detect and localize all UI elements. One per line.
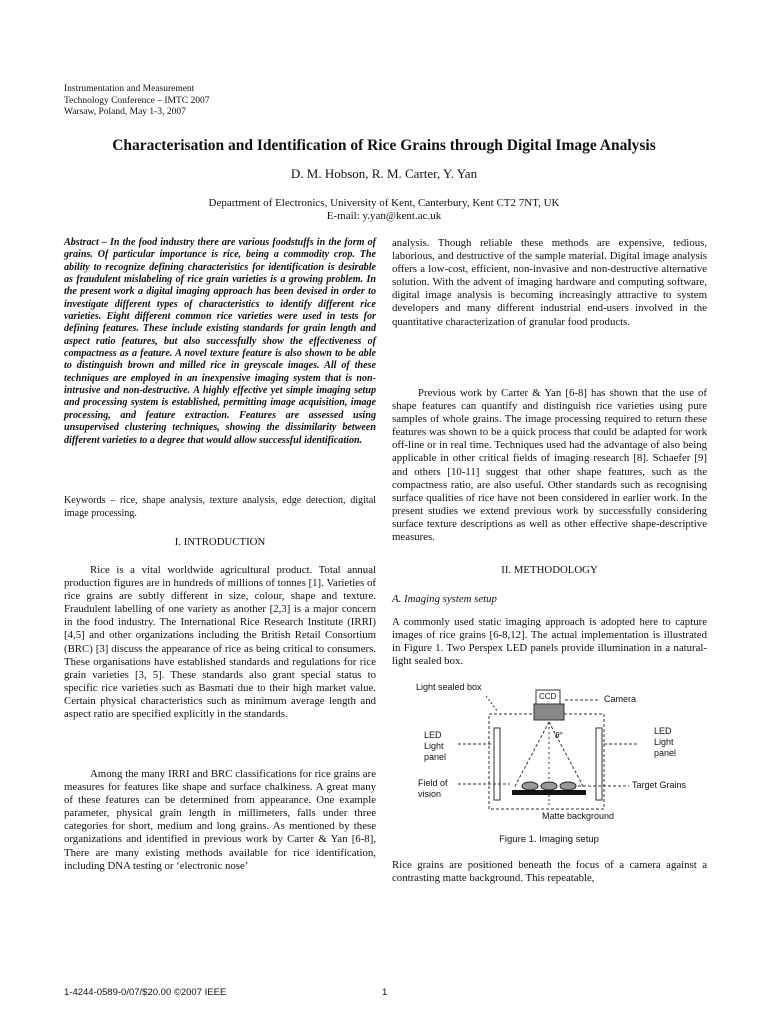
section-heading-methodology: II. METHODOLOGY — [501, 564, 598, 576]
right-paragraph-2 — [392, 387, 707, 544]
affiliation-address: Department of Electronics, University of Kent, Canterbury, Kent CT2 7NT, UK — [208, 197, 560, 209]
section-heading-introduction: I. INTRODUCTION — [174, 536, 266, 548]
page-number: 1 — [382, 987, 388, 998]
label-led-left-3: panel — [424, 752, 447, 762]
label-led-left-1: LED — [424, 730, 442, 740]
matte-background — [512, 790, 586, 795]
led-panel-right — [596, 728, 602, 800]
label-camera: Camera — [604, 694, 637, 704]
label-ccd: CCD — [539, 692, 557, 701]
right-paragraph-1: analysis. Though reliable these methods are expensive, tedious, laborious, and destructive of the sample material. Digital image analysis offers a low-cost, efficient, non-invasive and non-destructive alternative solution. With the advent of imaging hardware and computing software, digital image analysis is becoming increasingly attractive to system developers and many different industrial end-users involved in the quantitative characterization of granular food products. — [392, 237, 707, 328]
intro-paragraph-2 — [64, 768, 376, 873]
paper-title: Characterisation and Identification of Rice Grains through Digital Image Analysis — [112, 137, 656, 154]
label-led-left-2: Light — [424, 741, 444, 751]
conference-subtitle: Technology Conference – IMTC 2007 — [64, 95, 210, 106]
led-panel-left — [494, 728, 500, 800]
label-led-right-3: panel — [654, 748, 677, 758]
conference-location-date: Warsaw, Poland, May 1-3, 2007 — [64, 107, 186, 117]
right-paragraph-3: A commonly used static imaging approach is adopted here to capture images of rice grains [6-8,12]. The actual implementation is illustrated in Figure 1. Two Perspex LED panels provide illumination in a natural-light sealed box. — [392, 616, 707, 668]
keywords: Keywords – rice, shape analysis, texture analysis, edge detection, digital image processing. — [64, 495, 376, 519]
rice-grain-2 — [541, 782, 557, 790]
right-paragraph-2-text: Previous work by Carter & Yan [6-8] has shown that the use of shape features can quantify and distinguish rice varieties using pure samples of whole grains. The image processing required to return these features was shown to be a quick process that could be adapted for work off-line or in real time. Techniques used had the advantage of also being applicable in other critical fields of imaging research [8]. Schaefer [9] and others [10-11] suggest that other shape features, such as the compactness ratio, are also useful. Other standards such as recognising surface qualities of rice have not been considered in earlier work. In the present studies we extend previous work by successfully considering surface texture descriptions as well as other effective shape-descriptive measures. — [392, 387, 707, 544]
label-light-sealed-box: Light sealed box — [416, 682, 482, 692]
footer-copyright: 1-4244-0589-0/07/$20.00 ©2007 IEEE — [64, 987, 227, 998]
rice-grain-1 — [522, 782, 538, 790]
label-led-right-1: LED — [654, 726, 672, 736]
label-led-left — [424, 730, 446, 763]
intro-paragraph-2-text: Among the many IRRI and BRC classifications for rice grains are measures for features like shape and surface chalkiness. A great many of these features can be determined from appearance. One example parameter, physical grain length in millimeters, falls under three categories for short, medium and long grains. As mentioned by these organizations and identified in previous work by Carter & Yan [6-8], There are many existing methods available for rice identification, including DNA testing or ‘electronic nose’ — [64, 768, 376, 872]
camera-body — [534, 704, 564, 720]
rice-grain-3 — [560, 782, 576, 790]
fov-line-left — [514, 722, 549, 788]
label-led-right — [654, 726, 676, 759]
label-led-right-2: Light — [654, 737, 674, 747]
intro-paragraph-1-text: Rice is a vital worldwide agricultural product. Total annual production figures are in hundreds of millions of tonnes [1]. Varieties of rice grains are subtly different in size, colour, shape and texture. Fraudulent labelling of one variety as another [2,3] is a major concern in the food industry. The International Rice Research Institute (IRRI) [4,5] and other organizations including the British Retail Consortium (BRC) [3] discuss the appearance of rice as being critical to consumers. These organisations have established standards and regulations for rice grain varieties [3, 5]. These standards also grant special status to specific rice varieties such as Basmati due to their high market value. Certain physical characteristics such as minimum average length and aspect ratio are specified explicitly in the standards. — [64, 564, 376, 721]
right-paragraph-4: Rice grains are positioned beneath the focus of a camera against a contrasting matte background. This repeatable, — [392, 859, 707, 885]
figure-caption: Figure 1. Imaging setup — [499, 834, 599, 845]
affiliation-email: E-mail: y.yan@kent.ac.uk — [326, 210, 442, 222]
label-field-of-vision-2: vision — [418, 789, 442, 799]
label-field-of-vision — [418, 778, 448, 800]
sealed-box-pointer — [486, 696, 498, 712]
label-matte-background: Matte background — [542, 811, 615, 821]
label-field-of-vision-1: Field of — [418, 778, 448, 788]
label-theta: θ° — [555, 731, 563, 740]
abstract: Abstract – In the food industry there are various foodstuffs in the form of grains. Of particular importance is rice, being a commodity crop. The ability to recognize defining characteristics for identification is desirable as fraudulent mislabeling of rice grain varieties is a growing problem. In the present work a digital imaging approach has been devised in order to investigate different types of characteristics to identify different rice varieties. Eight different common rice varieties were used in tests for defining features. These include existing standards for grain length and aspect ratio features, but also successfully show the effectiveness of compactness as a feature. A novel texture feature is also shown to be able to distinguish brown and milled rice in greyscale images. All of these techniques are employed in an inexpensive imaging system that is non-intrusive and non-destructive. A highly effective yet simple imaging setup and processing system is established, permitting image acquisition, image processing, and feature extraction. Features are assessed using unsupervised clustering techniques, showing the dissimilarity between different varieties to a degree that would allow successful identification. — [64, 237, 376, 446]
conference-header — [64, 84, 210, 119]
paper-authors: D. M. Hobson, R. M. Carter, Y. Yan — [290, 166, 478, 181]
author-affiliation — [0, 197, 768, 223]
conference-name: Instrumentation and Measurement — [64, 84, 195, 94]
label-target-grains: Target Grains — [632, 780, 687, 790]
intro-paragraph-1 — [64, 564, 376, 721]
figure-imaging-setup — [414, 682, 704, 852]
subsection-heading-imaging-setup: A. Imaging system setup — [392, 593, 497, 605]
